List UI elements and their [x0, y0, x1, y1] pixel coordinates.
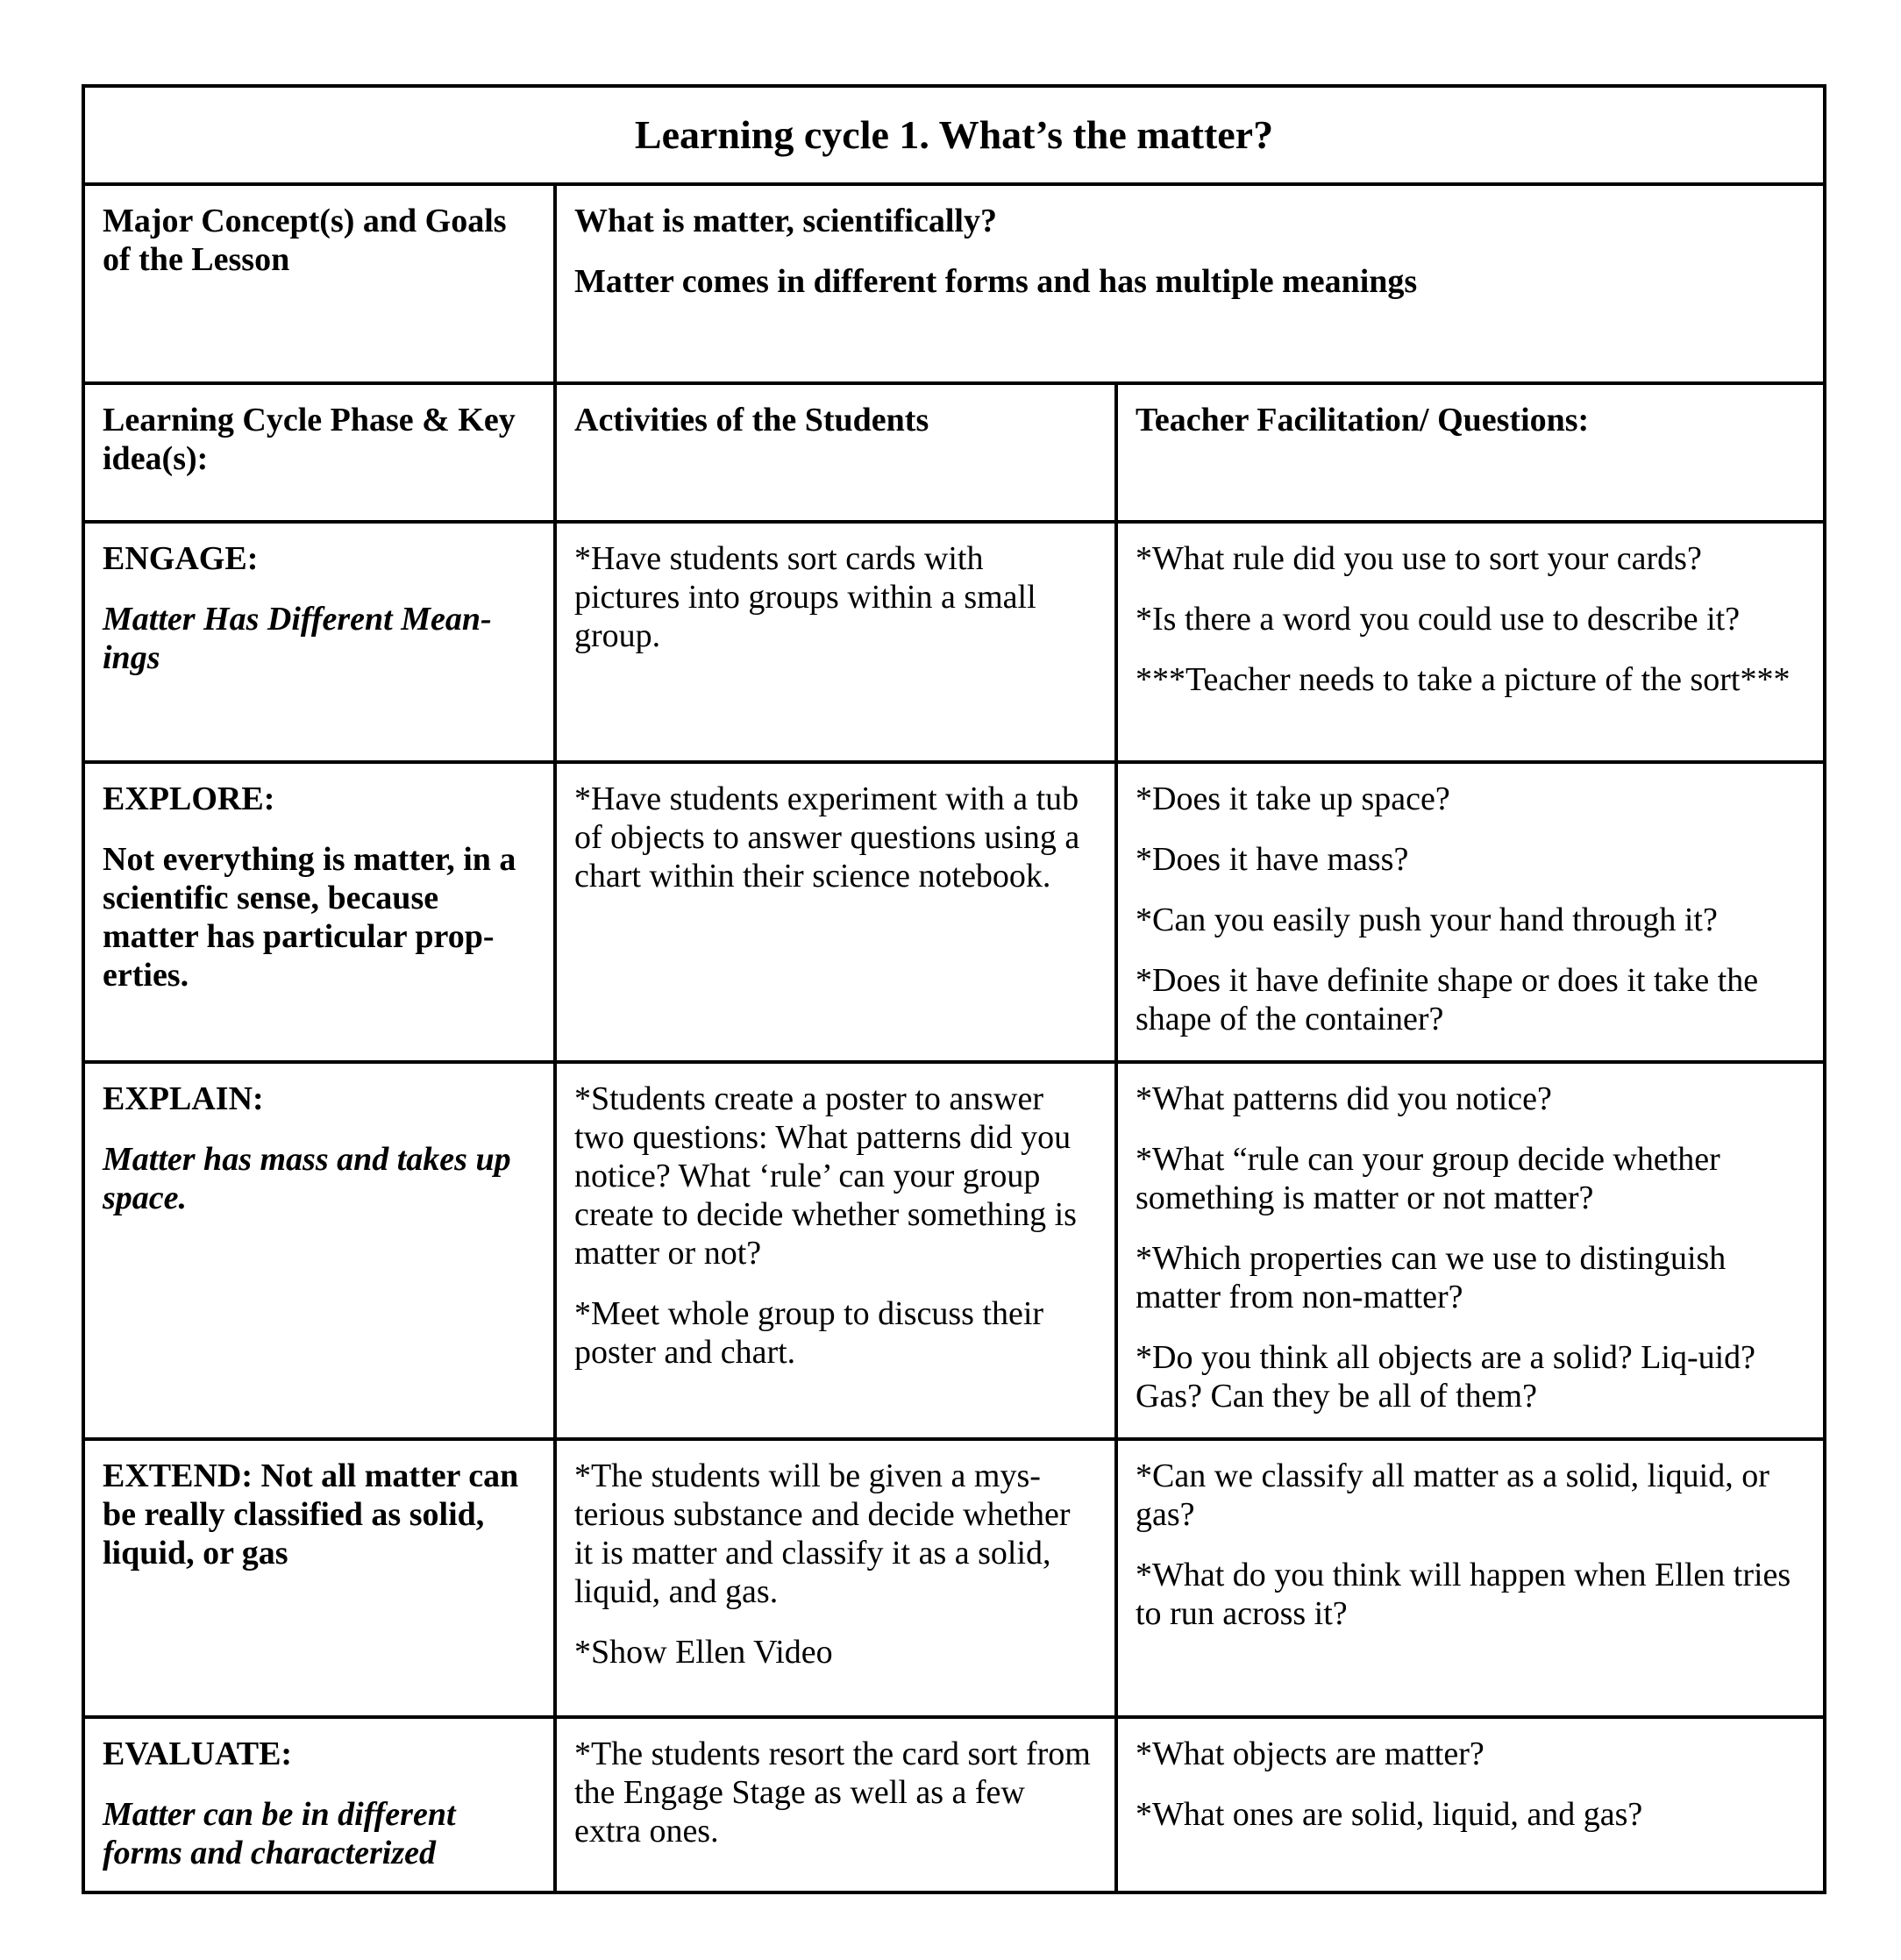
student-activity: *Meet whole group to discuss their poster and chart. — [574, 1295, 1044, 1371]
teacher-question: *Do you think all objects are a solid? Liq-uid? Gas? Can they be all of them? — [1136, 1339, 1756, 1415]
table-row — [83, 762, 1825, 1062]
header-row — [83, 383, 1825, 522]
key-idea: Matter Has Different Mean-ings — [103, 601, 492, 676]
header-phase: Learning Cycle Phase & Key idea(s): — [83, 383, 555, 522]
teacher-question: *Can we classify all matter as a solid, liquid, or gas? — [1136, 1458, 1769, 1533]
teacher-question: *What patterns did you notice? — [1136, 1080, 1552, 1117]
teacher-question: ***Teacher needs to take a picture of the sort*** — [1136, 661, 1791, 698]
concepts-content — [555, 184, 1825, 383]
phase-label: EVALUATE: — [103, 1735, 293, 1772]
concept-line: Matter comes in different forms and has multiple meanings — [574, 263, 1418, 300]
teacher-question: *Does it have mass? — [1136, 841, 1409, 878]
teacher-question: *What “rule can your group decide whether something is matter or not matter? — [1136, 1141, 1720, 1216]
student-activity: *Have students sort cards with pictures into groups within a small group. — [574, 540, 1036, 654]
student-activity: *Have students experiment with a tub of objects to answer questions using a chart within their science notebook. — [574, 780, 1080, 894]
teacher-cell — [1116, 1062, 1825, 1439]
students-cell — [555, 522, 1116, 762]
key-idea: Matter can be in different forms and characterized — [103, 1796, 456, 1871]
title-row — [83, 86, 1825, 184]
key-idea: Not everything is matter, in a scientific sense, because matter has particular prop-erties. — [103, 841, 516, 994]
teacher-question: *What do you think will happen when Ellen tries to run across it? — [1136, 1557, 1791, 1632]
student-activity: *The students resort the card sort from the Engage Stage as well as a few extra ones. — [574, 1735, 1091, 1850]
header-teacher: Teacher Facilitation/ Questions: — [1116, 383, 1825, 522]
phase-label: ENGAGE: — [103, 540, 259, 577]
concepts-label: Major Concept(s) and Goals of the Lesson — [83, 184, 555, 383]
phase-label: EXPLAIN: — [103, 1080, 264, 1117]
teacher-question: *What rule did you use to sort your cards? — [1136, 540, 1702, 577]
students-cell — [555, 762, 1116, 1062]
students-cell — [555, 1062, 1116, 1439]
phase-cell — [83, 522, 555, 762]
teacher-question: *Does it take up space? — [1136, 780, 1450, 817]
phase-cell — [83, 1439, 555, 1717]
table-row — [83, 1439, 1825, 1717]
table-row — [83, 522, 1825, 762]
table-title: Learning cycle 1. What’s the matter? — [83, 86, 1825, 184]
phase-label: EXPLORE: — [103, 780, 275, 817]
phase-cell — [83, 1062, 555, 1439]
phase-label: EXTEND: Not all matter can be really classified as solid, liquid, or gas — [103, 1458, 519, 1572]
learning-cycle-table — [82, 84, 1826, 1894]
table-row — [83, 1062, 1825, 1439]
teacher-cell — [1116, 762, 1825, 1062]
student-activity: *Show Ellen Video — [574, 1634, 833, 1671]
table-row — [83, 1717, 1825, 1892]
teacher-cell — [1116, 522, 1825, 762]
student-activity: *The students will be given a mys-terious substance and decide whether it is matter and classify it as a solid, liquid, and gas. — [574, 1458, 1071, 1610]
teacher-question: *Is there a word you could use to describe it? — [1136, 601, 1741, 638]
teacher-question: *Can you easily push your hand through it? — [1136, 902, 1718, 938]
concept-line: What is matter, scientifically? — [574, 203, 997, 239]
teacher-question: *What objects are matter? — [1136, 1735, 1484, 1772]
teacher-cell — [1116, 1717, 1825, 1892]
header-students: Activities of the Students — [555, 383, 1116, 522]
phase-cell — [83, 762, 555, 1062]
students-cell — [555, 1717, 1116, 1892]
concepts-row — [83, 184, 1825, 383]
key-idea: Matter has mass and takes up space. — [103, 1141, 511, 1216]
teacher-question: *Which properties can we use to distinguish matter from non-matter? — [1136, 1240, 1727, 1315]
phase-cell — [83, 1717, 555, 1892]
teacher-cell — [1116, 1439, 1825, 1717]
students-cell — [555, 1439, 1116, 1717]
student-activity: *Students create a poster to answer two questions: What patterns did you notice? What ‘rule’ can your group create to decide whether something is matter or not? — [574, 1080, 1077, 1272]
teacher-question: *What ones are solid, liquid, and gas? — [1136, 1796, 1643, 1833]
teacher-question: *Does it have definite shape or does it take the shape of the container? — [1136, 962, 1759, 1037]
